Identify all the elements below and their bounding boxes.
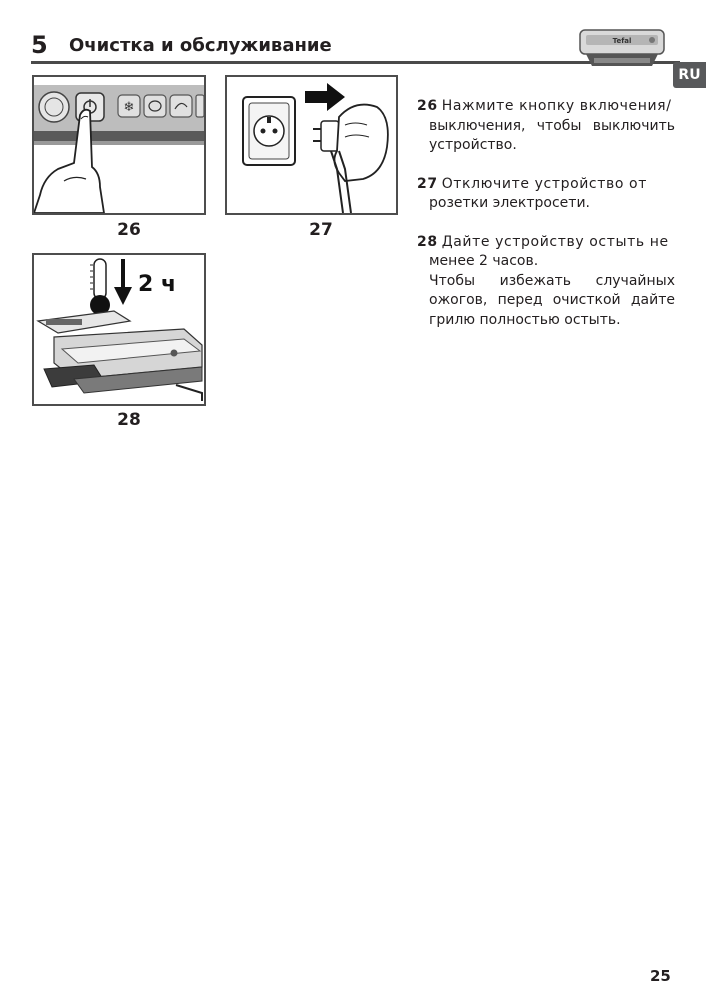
page-number: 25 bbox=[650, 967, 671, 985]
step-text-line1: Отключите устройство от bbox=[441, 175, 647, 192]
svg-text:❄: ❄ bbox=[123, 100, 135, 115]
step-text-rest: менее 2 часов. bbox=[429, 253, 539, 269]
figure-26-label: 26 bbox=[117, 220, 141, 240]
step-text-rest: розетки электросети. bbox=[429, 195, 590, 211]
step-28 bbox=[417, 233, 675, 331]
figure-28-cool-down bbox=[32, 253, 206, 406]
figure-27-unplug bbox=[225, 75, 398, 215]
step-text-extra: Чтобы избежать случайных ожогов, перед очисткой дайте грилю полностью остыть. bbox=[429, 272, 675, 328]
step-26 bbox=[417, 97, 675, 156]
instruction-steps bbox=[417, 97, 675, 349]
step-text-rest: выключения, чтобы выключить устройство. bbox=[429, 117, 675, 153]
section-number: 5 bbox=[31, 31, 48, 59]
step-27 bbox=[417, 175, 675, 214]
product-brand: Tefal bbox=[612, 37, 632, 45]
step-number: 26 bbox=[417, 98, 438, 114]
language-tab: RU bbox=[673, 62, 706, 88]
step-number: 27 bbox=[417, 175, 438, 192]
figure-28-label: 28 bbox=[117, 410, 141, 430]
step-number: 28 bbox=[417, 233, 438, 250]
step-text-line1: Дайте устройству остыть не bbox=[441, 233, 669, 250]
figure-26-power-button bbox=[32, 75, 206, 215]
figure-27-label: 27 bbox=[309, 220, 333, 240]
section-title: Очистка и обслуживание bbox=[69, 35, 332, 56]
step-text-line1: Нажмите кнопку включения/ bbox=[441, 98, 672, 114]
cooldown-duration-text: 2 ч bbox=[138, 272, 177, 297]
grill-product-image bbox=[572, 20, 672, 72]
